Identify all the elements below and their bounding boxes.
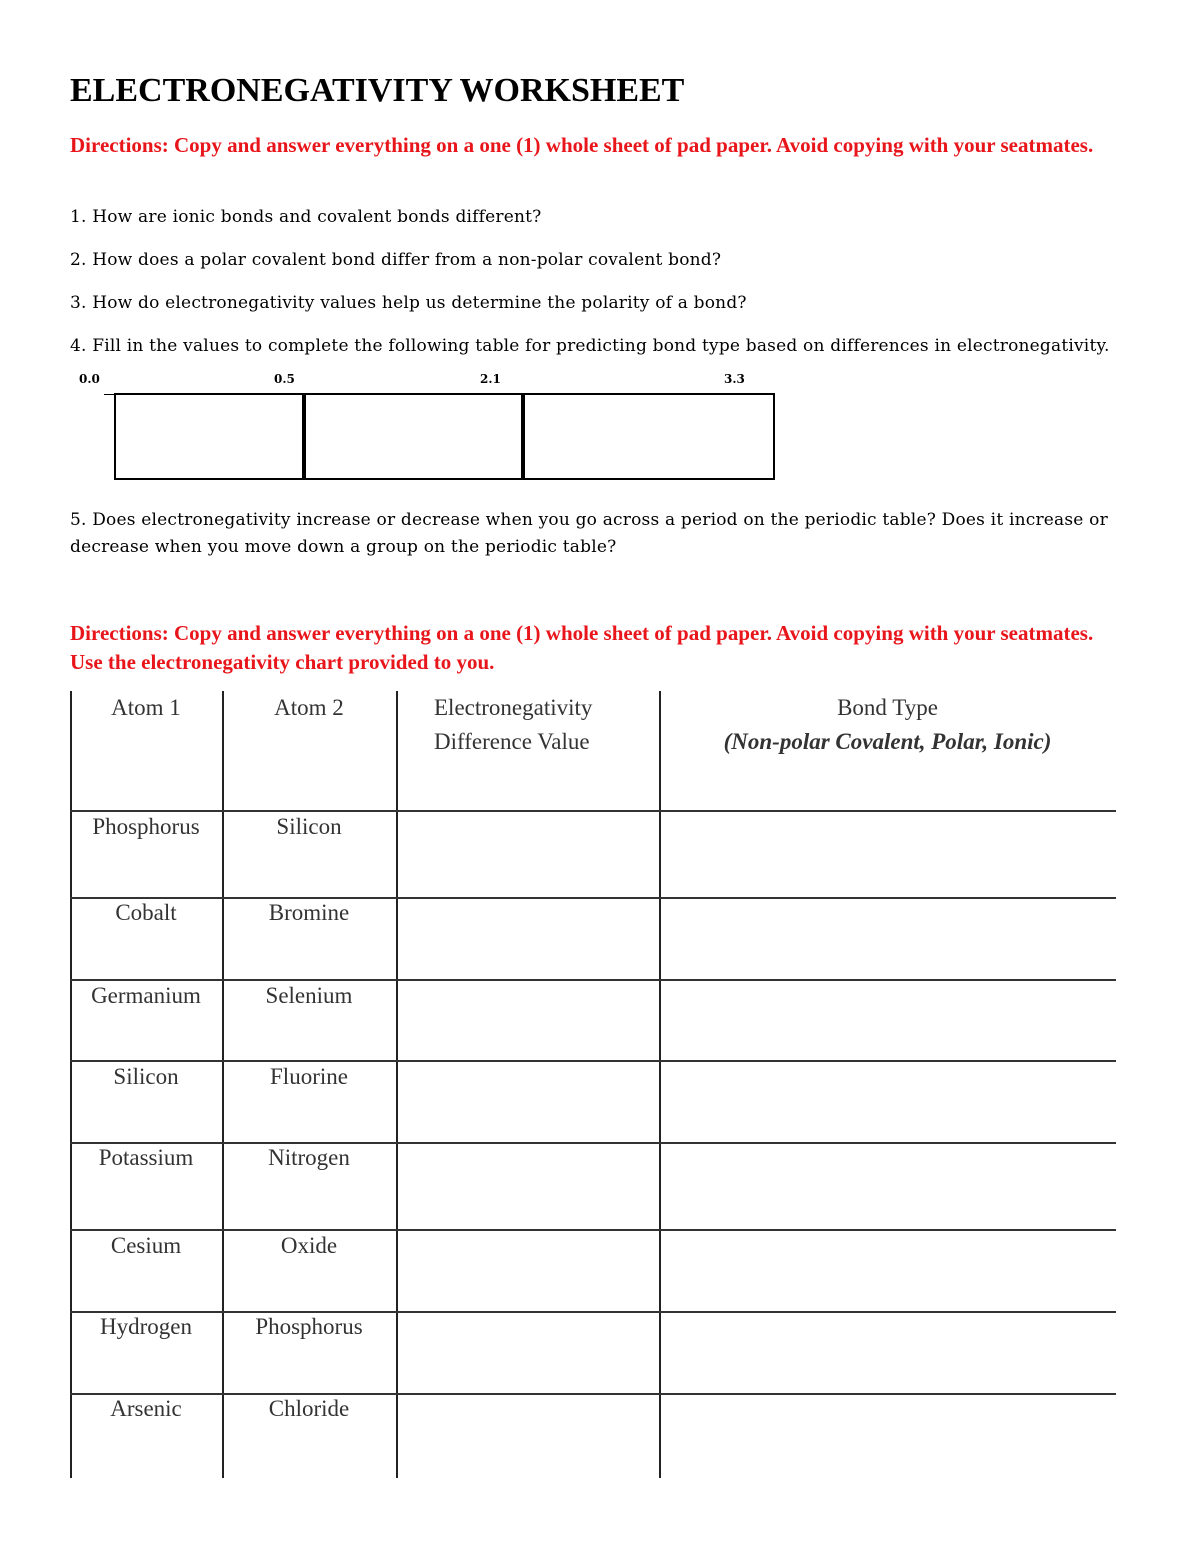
scale-tick-3-3: 3.3 [724,372,745,386]
row-1-atom-2: Silicon [276,814,342,839]
page-title: ELECTRONEGATIVITY WORKSHEET [70,72,685,109]
row-divider [70,810,1116,812]
header-bond-type-line-1: Bond Type [837,695,938,720]
row-7-atom-1: Hydrogen [100,1314,192,1339]
row-6-atom-2: Oxide [280,1233,338,1258]
scale-blank-cell-1 [114,393,306,480]
row-7-atom-2: Phosphorus [255,1314,363,1339]
row-2-atom-1: Cobalt [115,900,177,925]
row-divider [70,897,1116,899]
row-8-atom-2: Chloride [268,1396,350,1421]
row-divider [70,1060,1116,1062]
scale-blank-cell-2 [302,393,525,480]
question-1: 1. How are ionic bonds and covalent bonds different? [70,207,542,227]
row-divider [70,1229,1116,1231]
row-3-atom-1: Germanium [91,983,201,1008]
row-divider [70,979,1116,981]
row-1-atom-1: Phosphorus [92,814,200,839]
header-bond-type-line-2: (Non-polar Covalent, Polar, Ionic) [723,729,1052,754]
header-difference [434,691,654,759]
header-difference-line-1: Electronegativity [434,695,593,720]
scale-blank-cell-3 [521,393,775,480]
header-difference-line-2: Difference Value [434,729,590,754]
question-2: 2. How does a polar covalent bond differ from a non-polar covalent bond? [70,250,722,270]
question-5: 5. Does electronegativity increase or decrease when you go across a period on the periodic table? Does it increase or decrease when you move down a group on the periodic table? [70,510,1108,557]
question-4: 4. Fill in the values to complete the following table for predicting bond type based on differences in electronegativity. [70,336,1110,356]
directions-1: Directions: Copy and answer everything on a one (1) whole sheet of pad paper. Avoid copying with your seatmates. [70,133,1094,157]
row-4-atom-1: Silicon [113,1064,179,1089]
row-2-atom-2: Bromine [268,900,350,925]
question-3: 3. How do electronegativity values help us determine the polarity of a bond? [70,293,747,313]
bond-type-scale-table [70,372,790,484]
row-4-atom-2: Fluorine [270,1064,348,1089]
row-8-atom-1: Arsenic [110,1396,182,1421]
row-5-atom-2: Nitrogen [268,1145,350,1170]
header-atom-2: Atom 2 [274,695,344,720]
header-bond-type [659,691,1116,759]
scale-tick-0-0: 0.0 [79,372,100,386]
scale-tick-0-5: 0.5 [274,372,295,386]
header-atom-1: Atom 1 [111,695,181,720]
directions-2: Directions: Copy and answer everything on a one (1) whole sheet of pad paper. Avoid copying with your seatmates. Use the electronegativity chart provided to you. [70,621,1094,674]
row-5-atom-1: Potassium [98,1145,194,1170]
row-divider [70,1393,1116,1395]
bond-table [70,691,1116,1478]
row-6-atom-1: Cesium [110,1233,182,1258]
scale-tick-2-1: 2.1 [480,372,501,386]
row-3-atom-2: Selenium [265,983,353,1008]
row-divider [70,1142,1116,1144]
row-divider [70,1311,1116,1313]
